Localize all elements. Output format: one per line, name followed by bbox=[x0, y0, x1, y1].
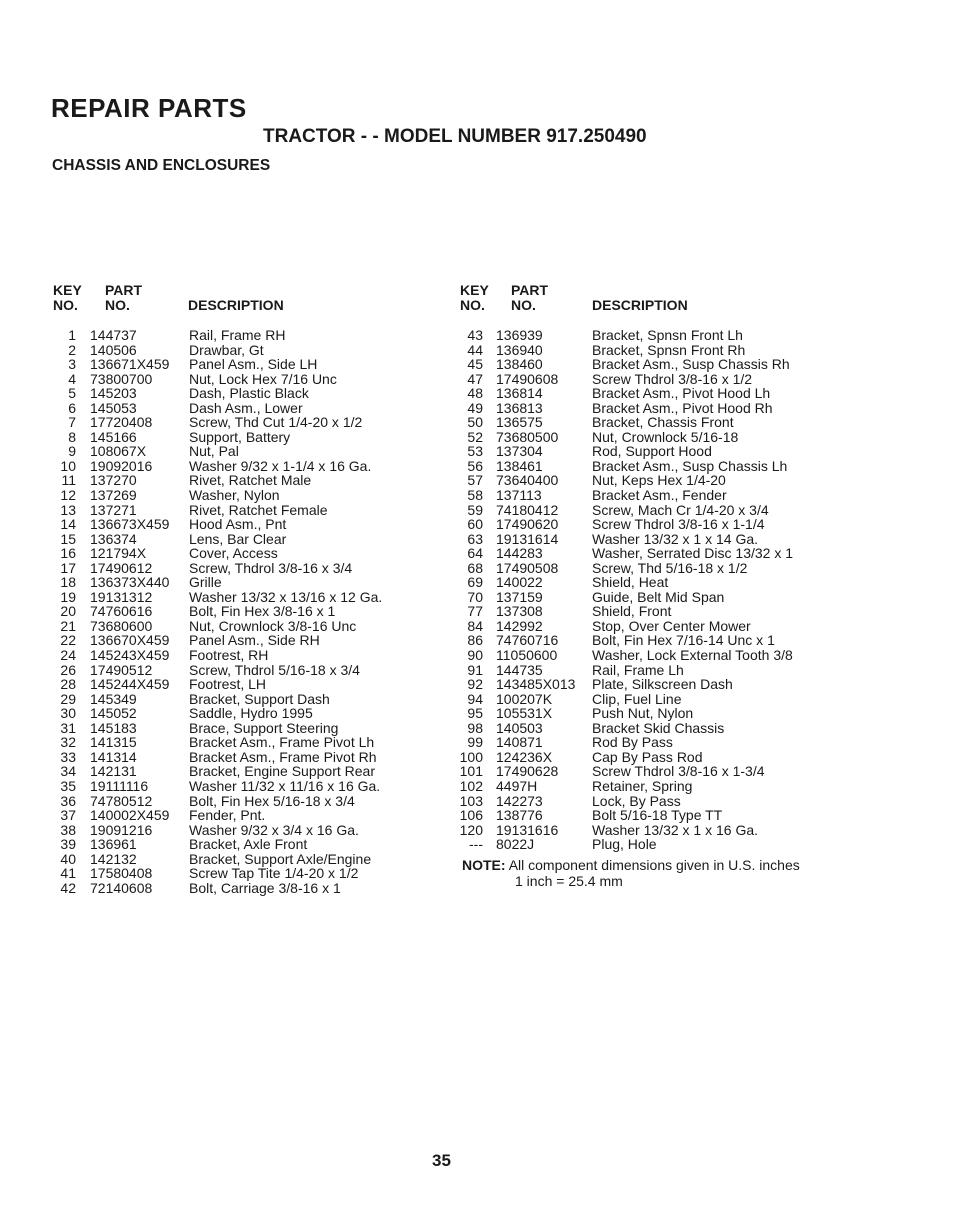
part-no-cell: 142132 bbox=[90, 850, 137, 867]
description-cell: Panel Asm., Side RH bbox=[189, 632, 320, 649]
description-cell: Bracket Asm., Susp Chassis Lh bbox=[592, 457, 788, 474]
key-no-cell: 22 bbox=[60, 632, 76, 649]
description-cell: Bracket, Support Dash bbox=[189, 690, 330, 707]
part-no-cell: 19091216 bbox=[90, 821, 153, 838]
part-no-cell: 142992 bbox=[496, 617, 543, 634]
key-no-cell: 34 bbox=[60, 763, 76, 780]
key-no-cell: 90 bbox=[467, 647, 483, 664]
part-no-cell: 136374 bbox=[90, 530, 137, 547]
key-no-cell: --- bbox=[469, 836, 483, 853]
description-cell: Screw Thdrol 3/8-16 x 1-3/4 bbox=[592, 763, 765, 780]
description-cell: Rod By Pass bbox=[592, 734, 673, 751]
key-no-cell: 26 bbox=[60, 661, 76, 678]
description-cell: Nut, Crownlock 5/16-18 bbox=[592, 428, 739, 445]
part-no-cell: 17490620 bbox=[496, 516, 559, 533]
key-no-cell: 12 bbox=[60, 487, 76, 504]
description-cell: Clip, Fuel Line bbox=[592, 690, 682, 707]
description-cell: Washer, Nylon bbox=[189, 487, 280, 504]
description-cell: Nut, Lock Hex 7/16 Unc bbox=[189, 370, 337, 387]
description-cell: Dash Asm., Lower bbox=[189, 399, 303, 416]
description-cell: Bolt 5/16-18 Type TT bbox=[592, 807, 723, 824]
description-cell: Rod, Support Hood bbox=[592, 443, 712, 460]
key-no-cell: 33 bbox=[60, 748, 76, 765]
description-cell: Screw, Thdrol 5/16-18 x 3/4 bbox=[189, 661, 360, 678]
part-no-cell: 137113 bbox=[496, 487, 542, 504]
part-no-cell: 138460 bbox=[496, 356, 543, 373]
description-cell: Bracket Asm., Pivot Hood Rh bbox=[592, 399, 773, 416]
description-cell: Panel Asm., Side LH bbox=[189, 356, 318, 373]
part-no-cell: 142273 bbox=[496, 792, 543, 809]
description-cell: Bolt, Carriage 3/8-16 x 1 bbox=[189, 879, 341, 896]
description-cell: Screw, Thdrol 3/8-16 x 3/4 bbox=[189, 559, 353, 576]
part-no-cell: 136670X459 bbox=[90, 632, 170, 649]
description-header: DESCRIPTION bbox=[592, 297, 688, 313]
description-cell: Washer 9/32 x 3/4 x 16 Ga. bbox=[189, 821, 359, 838]
description-cell: Screw, Thd 5/16-18 x 1/2 bbox=[592, 559, 748, 576]
description-cell: Washer, Lock External Tooth 3/8 bbox=[592, 647, 793, 664]
description-cell: Bolt, Fin Hex 7/16-14 Unc x 1 bbox=[592, 632, 775, 649]
part-no-cell: 140022 bbox=[496, 574, 543, 591]
description-cell: Hood Asm., Pnt bbox=[189, 516, 287, 533]
part-no-cell: 136575 bbox=[496, 414, 543, 431]
part-no-cell: 137269 bbox=[90, 487, 137, 504]
key-no-cell: 1 bbox=[68, 327, 76, 343]
page-title: REPAIR PARTS bbox=[51, 93, 247, 123]
part-no-cell: 137271 bbox=[90, 501, 137, 518]
description-cell: Washer 11/32 x 11/16 x 16 Ga. bbox=[189, 777, 381, 794]
description-cell: Footrest, LH bbox=[189, 676, 267, 693]
note-label: NOTE: bbox=[462, 857, 506, 873]
part-no-cell: 73640400 bbox=[496, 472, 559, 489]
description-cell: Dash, Plastic Black bbox=[189, 385, 309, 402]
part-no-cell: 144283 bbox=[496, 545, 543, 562]
key-no-cell: 59 bbox=[467, 501, 483, 518]
key-no-cell: 20 bbox=[60, 603, 76, 620]
part-no-cell: 145166 bbox=[90, 428, 137, 445]
key-no-cell: 13 bbox=[60, 501, 76, 518]
part-no-cell: 145053 bbox=[90, 399, 137, 416]
description-cell: Screw, Thd Cut 1/4-20 x 1/2 bbox=[189, 414, 363, 431]
part-no-cell: 11050600 bbox=[496, 647, 558, 664]
key-no-cell: 64 bbox=[467, 545, 483, 562]
description-cell: Bolt, Fin Hex 5/16-18 x 3/4 bbox=[189, 792, 355, 809]
key-no-cell: 70 bbox=[467, 588, 483, 605]
part-no-cell: 73680500 bbox=[496, 428, 559, 445]
part-no-header-line2: NO. bbox=[511, 297, 536, 313]
key-no-cell: 41 bbox=[60, 865, 76, 882]
description-cell: Washer 13/32 x 1 x 14 Ga. bbox=[592, 530, 759, 547]
key-no-cell: 99 bbox=[467, 734, 483, 751]
part-no-cell: 136814 bbox=[496, 385, 543, 402]
key-no-cell: 10 bbox=[60, 457, 76, 474]
description-cell: Lens, Bar Clear bbox=[189, 530, 287, 547]
part-no-cell: 73680600 bbox=[90, 617, 153, 634]
part-no-header-line2: NO. bbox=[105, 297, 130, 313]
description-cell: Stop, Over Center Mower bbox=[592, 617, 751, 634]
description-cell: Bracket, Support Axle/Engine bbox=[189, 850, 372, 867]
description-cell: Bracket, Axle Front bbox=[189, 836, 308, 853]
key-no-header-line1: KEY bbox=[53, 282, 82, 298]
key-no-cell: 68 bbox=[467, 559, 483, 576]
key-no-cell: 103 bbox=[459, 792, 483, 809]
key-no-cell: 50 bbox=[467, 414, 483, 431]
part-no-cell: 17720408 bbox=[90, 414, 153, 431]
part-no-cell: 108067X bbox=[90, 443, 147, 460]
key-no-header-line1: KEY bbox=[460, 282, 489, 298]
description-cell: Screw Thdrol 3/8-16 x 1/2 bbox=[592, 370, 753, 387]
part-no-cell: 136939 bbox=[496, 327, 543, 343]
key-no-cell: 3 bbox=[68, 356, 76, 373]
part-no-cell: 137159 bbox=[496, 588, 543, 605]
key-no-cell: 47 bbox=[467, 370, 483, 387]
description-cell: Screw, Mach Cr 1/4-20 x 3/4 bbox=[592, 501, 769, 518]
part-no-cell: 136813 bbox=[496, 399, 543, 416]
part-no-cell: 8022J bbox=[496, 836, 535, 853]
part-no-cell: 145203 bbox=[90, 385, 137, 402]
key-no-cell: 56 bbox=[467, 457, 483, 474]
description-cell: Nut, Crownlock 3/8-16 Unc bbox=[189, 617, 357, 634]
key-no-cell: 52 bbox=[467, 428, 483, 445]
key-no-cell: 19 bbox=[60, 588, 76, 605]
key-no-cell: 18 bbox=[60, 574, 76, 591]
description-cell: Rail, Frame RH bbox=[189, 327, 286, 343]
key-no-cell: 58 bbox=[467, 487, 483, 504]
part-no-cell: 19111116 bbox=[90, 777, 149, 794]
key-no-cell: 98 bbox=[467, 719, 483, 736]
part-no-cell: 137308 bbox=[496, 603, 543, 620]
part-no-cell: 143485X013 bbox=[496, 676, 576, 693]
key-no-cell: 28 bbox=[60, 676, 76, 693]
part-no-cell: 74180412 bbox=[496, 501, 559, 518]
key-no-cell: 120 bbox=[459, 821, 483, 838]
key-no-cell: 102 bbox=[459, 777, 483, 794]
description-cell: Screw Tap Tite 1/4-20 x 1/2 bbox=[189, 865, 359, 882]
page-number: 35 bbox=[432, 1151, 451, 1170]
description-cell: Washer 9/32 x 1-1/4 x 16 Ga. bbox=[189, 457, 372, 474]
description-cell: Push Nut, Nylon bbox=[592, 705, 694, 722]
key-no-cell: 16 bbox=[60, 545, 76, 562]
description-cell: Cap By Pass Rod bbox=[592, 748, 703, 765]
description-cell: Plug, Hole bbox=[592, 836, 657, 853]
part-no-cell: 19131312 bbox=[90, 588, 153, 605]
description-cell: Fender, Pnt. bbox=[189, 807, 266, 824]
part-no-cell: 136373X440 bbox=[90, 574, 170, 591]
key-no-cell: 69 bbox=[467, 574, 483, 591]
description-cell: Bracket, Spnsn Front Rh bbox=[592, 341, 746, 358]
key-no-cell: 31 bbox=[60, 719, 76, 736]
description-cell: Washer 13/32 x 13/16 x 12 Ga. bbox=[189, 588, 383, 605]
part-no-cell: 138461 bbox=[496, 457, 543, 474]
key-no-cell: 36 bbox=[60, 792, 76, 809]
key-no-cell: 92 bbox=[467, 676, 483, 693]
key-no-cell: 42 bbox=[60, 879, 76, 896]
part-no-cell: 144737 bbox=[90, 327, 137, 343]
description-cell: Rail, Frame Lh bbox=[592, 661, 684, 678]
description-cell: Cover, Access bbox=[189, 545, 278, 562]
key-no-cell: 17 bbox=[60, 559, 76, 576]
key-no-cell: 5 bbox=[68, 385, 76, 402]
part-no-cell: 19131614 bbox=[496, 530, 559, 547]
key-no-cell: 57 bbox=[467, 472, 483, 489]
part-no-cell: 140871 bbox=[496, 734, 543, 751]
key-no-cell: 6 bbox=[68, 399, 76, 416]
part-no-cell: 140503 bbox=[496, 719, 543, 736]
key-no-cell: 8 bbox=[68, 428, 76, 445]
key-no-cell: 2 bbox=[68, 341, 76, 358]
key-no-header-line2: NO. bbox=[53, 297, 78, 313]
key-no-cell: 43 bbox=[467, 327, 483, 343]
part-no-cell: 137270 bbox=[90, 472, 137, 489]
key-no-cell: 29 bbox=[60, 690, 76, 707]
note-line2: 1 inch = 25.4 mm bbox=[515, 872, 623, 889]
key-no-cell: 60 bbox=[467, 516, 483, 533]
key-no-cell: 48 bbox=[467, 385, 483, 402]
part-no-cell: 136961 bbox=[90, 836, 137, 853]
part-no-cell: 17490512 bbox=[90, 661, 153, 678]
description-cell: Washer, Serrated Disc 13/32 x 1 bbox=[592, 545, 794, 562]
key-no-cell: 63 bbox=[467, 530, 483, 547]
description-cell: Shield, Front bbox=[592, 603, 672, 620]
part-no-cell: 121794X bbox=[90, 545, 147, 562]
description-cell: Bracket, Chassis Front bbox=[592, 414, 734, 431]
key-no-cell: 91 bbox=[467, 661, 483, 678]
part-no-cell: 145349 bbox=[90, 690, 137, 707]
key-no-cell: 24 bbox=[60, 647, 76, 664]
key-no-cell: 30 bbox=[60, 705, 76, 722]
key-no-header-line2: NO. bbox=[460, 297, 485, 313]
part-no-header-line1: PART bbox=[105, 282, 143, 298]
description-cell: Plate, Silkscreen Dash bbox=[592, 676, 733, 693]
key-no-cell: 86 bbox=[467, 632, 483, 649]
part-no-cell: 137304 bbox=[496, 443, 543, 460]
part-no-cell: 74780512 bbox=[90, 792, 153, 809]
part-no-cell: 124236X bbox=[496, 748, 553, 765]
key-no-cell: 45 bbox=[467, 356, 483, 373]
description-cell: Bolt, Fin Hex 3/8-16 x 1 bbox=[189, 603, 336, 620]
description-cell: Rivet, Ratchet Male bbox=[189, 472, 312, 489]
section-heading: CHASSIS AND ENCLOSURES bbox=[52, 157, 271, 174]
note-line1: All component dimensions given in U.S. inches bbox=[508, 857, 800, 873]
part-no-cell: 17490612 bbox=[90, 559, 153, 576]
key-no-cell: 21 bbox=[60, 617, 76, 634]
part-no-cell: 105531X bbox=[496, 705, 553, 722]
part-no-cell: 74760616 bbox=[90, 603, 153, 620]
description-cell: Washer 13/32 x 1 x 16 Ga. bbox=[592, 821, 759, 838]
description-cell: Drawbar, Gt bbox=[189, 341, 264, 358]
key-no-cell: 14 bbox=[60, 516, 76, 533]
key-no-cell: 100 bbox=[459, 748, 483, 765]
key-no-cell: 106 bbox=[459, 807, 483, 824]
description-cell: Brace, Support Steering bbox=[189, 719, 339, 736]
description-cell: Screw Thdrol 3/8-16 x 1-1/4 bbox=[592, 516, 765, 533]
description-cell: Bracket, Engine Support Rear bbox=[189, 763, 375, 780]
part-no-cell: 17580408 bbox=[90, 865, 153, 882]
part-no-cell: 145243X459 bbox=[90, 647, 170, 664]
part-no-cell: 145244X459 bbox=[90, 676, 170, 693]
description-cell: Bracket Asm., Fender bbox=[592, 487, 727, 504]
part-no-cell: 136671X459 bbox=[90, 356, 170, 373]
description-cell: Bracket, Spnsn Front Lh bbox=[592, 327, 743, 343]
description-cell: Grille bbox=[189, 574, 222, 591]
key-no-cell: 49 bbox=[467, 399, 483, 416]
key-no-cell: 53 bbox=[467, 443, 483, 460]
key-no-cell: 32 bbox=[60, 734, 76, 751]
key-no-cell: 39 bbox=[60, 836, 76, 853]
part-no-cell: 136940 bbox=[496, 341, 543, 358]
part-no-cell: 17490508 bbox=[496, 559, 559, 576]
part-no-cell: 140002X459 bbox=[90, 807, 170, 824]
description-cell: Guide, Belt Mid Span bbox=[592, 588, 725, 605]
part-no-cell: 19092016 bbox=[90, 457, 153, 474]
description-header: DESCRIPTION bbox=[188, 297, 284, 313]
part-no-cell: 4497H bbox=[496, 777, 538, 794]
dimension-note bbox=[462, 858, 800, 889]
description-cell: Bracket Asm., Susp Chassis Rh bbox=[592, 356, 790, 373]
description-cell: Nut, Pal bbox=[189, 443, 239, 460]
part-no-cell: 73800700 bbox=[90, 370, 153, 387]
part-no-cell: 141315 bbox=[90, 734, 137, 751]
description-cell: Saddle, Hydro 1995 bbox=[189, 705, 313, 722]
part-no-cell: 17490628 bbox=[496, 763, 559, 780]
part-no-cell: 136673X459 bbox=[90, 516, 170, 533]
part-no-cell: 17490608 bbox=[496, 370, 559, 387]
model-heading: TRACTOR - - MODEL NUMBER 917.250490 bbox=[263, 126, 647, 147]
part-no-cell: 100207K bbox=[496, 690, 553, 707]
part-no-cell: 145052 bbox=[90, 705, 137, 722]
key-no-cell: 15 bbox=[60, 530, 76, 547]
key-no-cell: 101 bbox=[459, 763, 483, 780]
key-no-cell: 37 bbox=[60, 807, 76, 824]
key-no-cell: 40 bbox=[60, 850, 76, 867]
description-cell: Support, Battery bbox=[189, 428, 291, 445]
key-no-cell: 44 bbox=[467, 341, 483, 358]
description-cell: Nut, Keps Hex 1/4-20 bbox=[592, 472, 726, 489]
description-cell: Rivet, Ratchet Female bbox=[189, 501, 328, 518]
description-cell: Shield, Heat bbox=[592, 574, 669, 591]
part-no-cell: 19131616 bbox=[496, 821, 559, 838]
key-no-cell: 94 bbox=[467, 690, 483, 707]
part-no-cell: 141314 bbox=[90, 748, 137, 765]
description-cell: Bracket Asm., Frame Pivot Rh bbox=[189, 748, 377, 765]
key-no-cell: 95 bbox=[467, 705, 483, 722]
key-no-cell: 7 bbox=[68, 414, 76, 431]
part-no-cell: 144735 bbox=[496, 661, 543, 678]
key-no-cell: 77 bbox=[467, 603, 483, 620]
description-cell: Retainer, Spring bbox=[592, 777, 693, 794]
key-no-cell: 84 bbox=[467, 617, 483, 634]
part-no-cell: 145183 bbox=[90, 719, 137, 736]
key-no-cell: 4 bbox=[68, 370, 76, 387]
key-no-cell: 35 bbox=[60, 777, 76, 794]
part-no-cell: 138776 bbox=[496, 807, 543, 824]
part-no-cell: 72140608 bbox=[90, 879, 153, 896]
description-cell: Bracket Asm., Pivot Hood Lh bbox=[592, 385, 771, 402]
part-no-cell: 74760716 bbox=[496, 632, 559, 649]
description-cell: Footrest, RH bbox=[189, 647, 269, 664]
key-no-cell: 38 bbox=[60, 821, 76, 838]
description-cell: Bracket Asm., Frame Pivot Lh bbox=[189, 734, 375, 751]
part-no-cell: 142131 bbox=[90, 763, 137, 780]
part-no-cell: 140506 bbox=[90, 341, 137, 358]
key-no-cell: 9 bbox=[68, 443, 76, 460]
key-no-cell: 11 bbox=[61, 472, 76, 489]
description-cell: Lock, By Pass bbox=[592, 792, 681, 809]
description-cell: Bracket Skid Chassis bbox=[592, 719, 725, 736]
part-no-header-line1: PART bbox=[511, 282, 549, 298]
